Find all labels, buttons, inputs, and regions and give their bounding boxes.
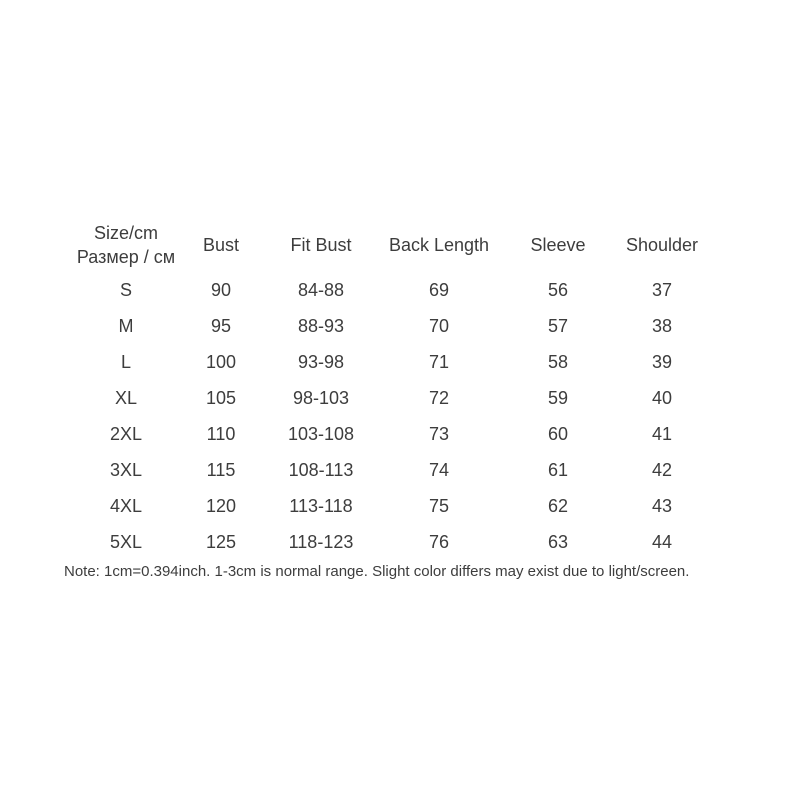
table-row (64, 452, 698, 488)
table-header-row (64, 218, 698, 272)
value-cell: 56 (547, 279, 569, 300)
value-cell: 95 (210, 315, 232, 336)
header-size-ru: Размер / см (76, 247, 176, 267)
table-row (64, 344, 698, 380)
value-cell: 38 (652, 315, 673, 336)
value-cell: 120 (205, 495, 237, 516)
header-shoulder: Shoulder (626, 234, 699, 255)
value-cell: 42 (652, 459, 673, 480)
header-sleeve: Sleeve (530, 234, 586, 255)
value-cell: 58 (547, 351, 569, 372)
note-text: Note: 1cm=0.394inch. 1-3cm is normal range. Slight color differs may exist due to light/screen. (64, 563, 690, 580)
value-cell: 43 (652, 495, 673, 516)
value-cell: 73 (428, 423, 450, 444)
value-cell: 41 (652, 423, 673, 444)
value-cell: 110 (206, 423, 236, 444)
value-cell: 61 (547, 459, 569, 480)
size-chart (64, 218, 698, 582)
size-cell: 2XL (109, 423, 143, 444)
size-cell: 4XL (109, 495, 143, 516)
value-cell: 37 (652, 279, 673, 300)
value-cell: 84-88 (297, 279, 345, 300)
table-row (64, 380, 698, 416)
value-cell: 100 (205, 351, 237, 372)
header-size (64, 218, 188, 272)
value-cell: 69 (428, 279, 450, 300)
table-row (64, 488, 698, 524)
header-size-en: Size/cm (93, 223, 158, 243)
value-cell: 59 (547, 387, 569, 408)
header-fit-bust: Fit Bust (290, 234, 352, 255)
value-cell: 103-108 (287, 423, 355, 444)
table-row (64, 416, 698, 452)
size-cell: 3XL (109, 459, 143, 480)
value-cell: 57 (547, 315, 569, 336)
value-cell: 90 (210, 279, 232, 300)
value-cell: 62 (547, 495, 569, 516)
value-cell: 125 (205, 531, 237, 552)
size-cell: XL (114, 387, 138, 408)
value-cell: 76 (428, 531, 450, 552)
value-cell: 113-118 (289, 495, 353, 516)
header-bust: Bust (202, 234, 240, 255)
value-cell: 88-93 (297, 315, 345, 336)
value-cell: 44 (652, 531, 673, 552)
value-cell: 118-123 (288, 531, 354, 552)
value-cell: 71 (428, 351, 450, 372)
value-cell: 74 (428, 459, 450, 480)
value-cell: 75 (428, 495, 450, 516)
value-cell: 40 (652, 387, 673, 408)
value-cell: 70 (428, 315, 450, 336)
size-cell: S (119, 279, 132, 300)
size-cell: 5XL (109, 531, 143, 552)
table-row (64, 272, 698, 308)
table-row (64, 524, 698, 560)
header-back-length: Back Length (388, 234, 490, 255)
value-cell: 108-113 (288, 459, 354, 480)
value-cell: 115 (206, 459, 236, 480)
value-cell: 105 (205, 387, 237, 408)
value-cell: 98-103 (292, 387, 350, 408)
table-row (64, 308, 698, 344)
value-cell: 72 (428, 387, 450, 408)
value-cell: 39 (652, 351, 673, 372)
value-cell: 63 (547, 531, 569, 552)
size-table (64, 218, 698, 560)
value-cell: 93-98 (297, 351, 345, 372)
value-cell: 60 (547, 423, 569, 444)
size-cell: L (120, 351, 131, 372)
size-cell: M (118, 315, 134, 336)
size-table-body (64, 272, 698, 560)
